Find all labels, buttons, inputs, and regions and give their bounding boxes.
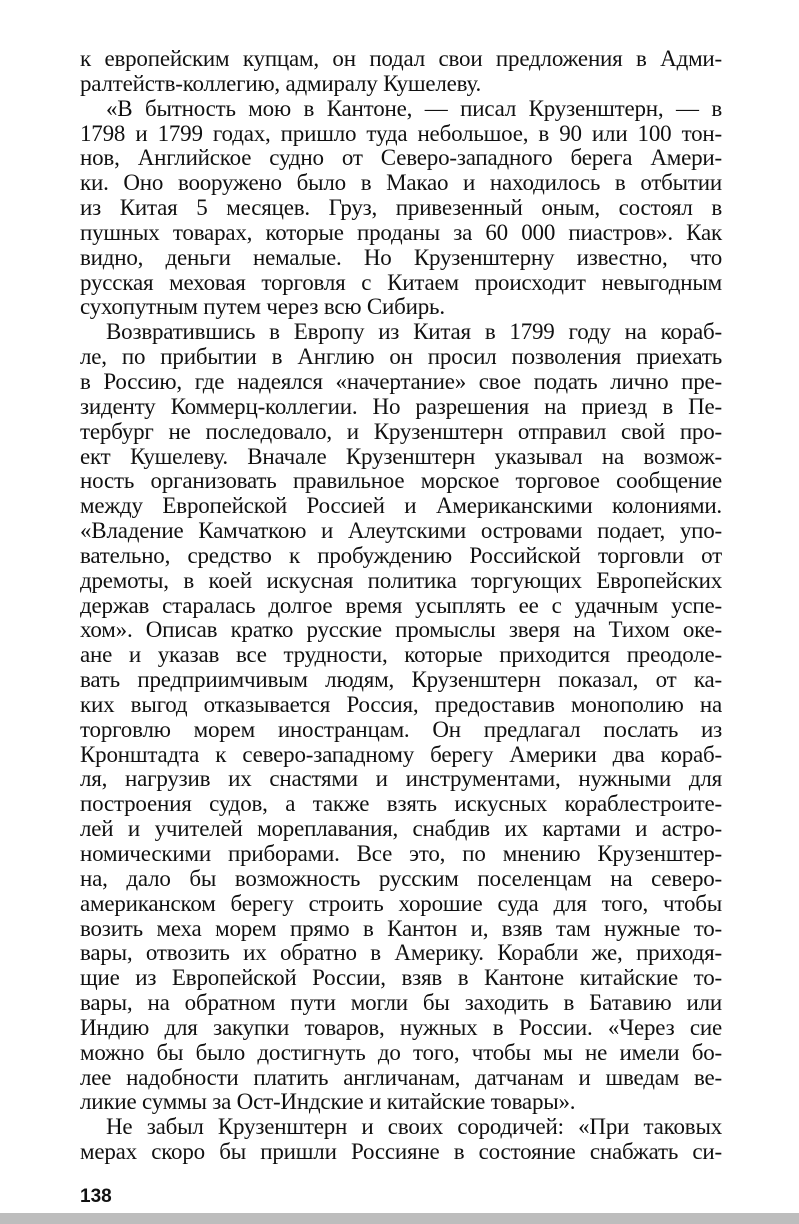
scan-bottom-edge	[0, 1213, 799, 1224]
text-line: зиденту Коммерц-коллегии. Но разрешения на приезд в Пе-	[80, 393, 722, 419]
text-line: торговлю морем иностранцам. Он предлагал послать из	[80, 716, 722, 742]
text-line: 1798 и 1799 годах, пришло туда небольшое, в 90 или 100 тон-	[80, 120, 722, 146]
text-line: ане и указав все трудности, которые приходится преодоле-	[80, 642, 722, 668]
text-line: ле, по прибытии в Англию он просил позволения приехать	[80, 344, 722, 370]
text-line: держав старалась долгое время усыплять ее с удачным успе-	[80, 592, 722, 618]
text-line: ких выгод отказывается Россия, предоставив монополию на	[80, 691, 722, 717]
text-line: ект Кушелеву. Вначале Крузенштерн указывал на возмож-	[80, 443, 722, 469]
text-line: вары, отвозить их обратно в Америку. Корабли же, приходя-	[80, 940, 722, 966]
text-line: мерах скоро бы пришли Россияне в состояние снабжать си-	[80, 1139, 722, 1165]
text-line: Кронштадта к северо-западному берегу Америки два кораб-	[80, 741, 722, 767]
page-number: 138	[80, 1186, 112, 1207]
text-line: возить меха морем прямо в Кантон и, взяв там нужные то-	[80, 915, 722, 941]
text-line: ликие суммы за Ост-Индские и китайские товары».	[80, 1089, 576, 1115]
text-line: «В бытность мою в Кантоне, — писал Крузенштерн, — в	[106, 95, 722, 121]
text-line: Возвратившись в Европу из Китая в 1799 году на кораб-	[106, 319, 722, 345]
text-line: ля, нагрузив их снастями и инструментами, нужными для	[80, 766, 722, 792]
text-line: лее надобности платить англичанам, датчанам и шведам ве-	[80, 1064, 722, 1090]
text-line: щие из Европейской России, взяв в Кантоне китайские то-	[80, 965, 722, 991]
text-line: дремоты, в коей искусная политика торгующих Европейских	[80, 567, 722, 593]
text-line: видно, деньги немалые. Но Крузенштерну известно, что	[80, 244, 722, 270]
text-line: можно бы было достигнуть до того, чтобы мы не имели бо-	[80, 1039, 722, 1065]
text-line: в Россию, где надеялся «начертание» свое подать лично пре-	[80, 368, 722, 394]
text-line: тербург не последовало, и Крузенштерн отправил свой про-	[80, 418, 722, 444]
text-line: вары, на обратном пути могли бы заходить в Батавию или	[80, 990, 722, 1016]
text-line: «Владение Камчаткою и Алеутскими островами подает, упо-	[80, 518, 722, 544]
text-line: ралтейств-коллегию, адмиралу Кушелеву.	[80, 70, 482, 96]
text-line: ки. Оно вооружено было в Макао и находилось в отбытии	[80, 170, 722, 196]
text-line: сухопутным путем через всю Сибирь.	[80, 294, 445, 320]
text-line: хом». Описав кратко русские промыслы зверя на Тихом оке-	[80, 617, 722, 643]
text-line: нов, Английское судно от Северо-западного берега Амери-	[80, 145, 722, 171]
text-line: пушных товарах, которые проданы за 60 000 пиастров». Как	[80, 219, 722, 245]
text-line: между Европейской Россией и Американскими колониями.	[80, 493, 722, 519]
text-line: Индию для закупки товаров, нужных в России. «Через сие	[80, 1014, 722, 1040]
text-line: построения судов, а также взять искусных кораблестроите-	[80, 791, 722, 817]
text-line: вательно, средство к пробуждению Российской торговли от	[80, 542, 722, 568]
text-line: к европейским купцам, он подал свои предложения в Адми-	[80, 46, 722, 71]
text-line: ность организовать правильное морское торговое сообщение	[80, 468, 722, 494]
text-line: Не забыл Крузенштерн и своих сородичей: «При таковых	[106, 1114, 722, 1140]
text-line: на, дало бы возможность русским поселенцам на северо-	[80, 865, 722, 891]
page-body-text	[80, 47, 722, 1165]
text-line: номическими приборами. Все это, по мнению Крузенштер-	[80, 841, 722, 866]
text-line: лей и учителей мореплавания, снабдив их картами и астро-	[80, 816, 722, 842]
text-line: русская меховая торговля с Китаем происходит невыгодным	[80, 269, 722, 295]
text-line: из Китая 5 месяцев. Груз, привезенный оным, состоял в	[80, 195, 722, 221]
text-line: американском берегу строить хорошие суда для того, чтобы	[80, 890, 722, 916]
text-line: вать предприимчивым людям, Крузенштерн показал, от ка-	[80, 667, 722, 693]
